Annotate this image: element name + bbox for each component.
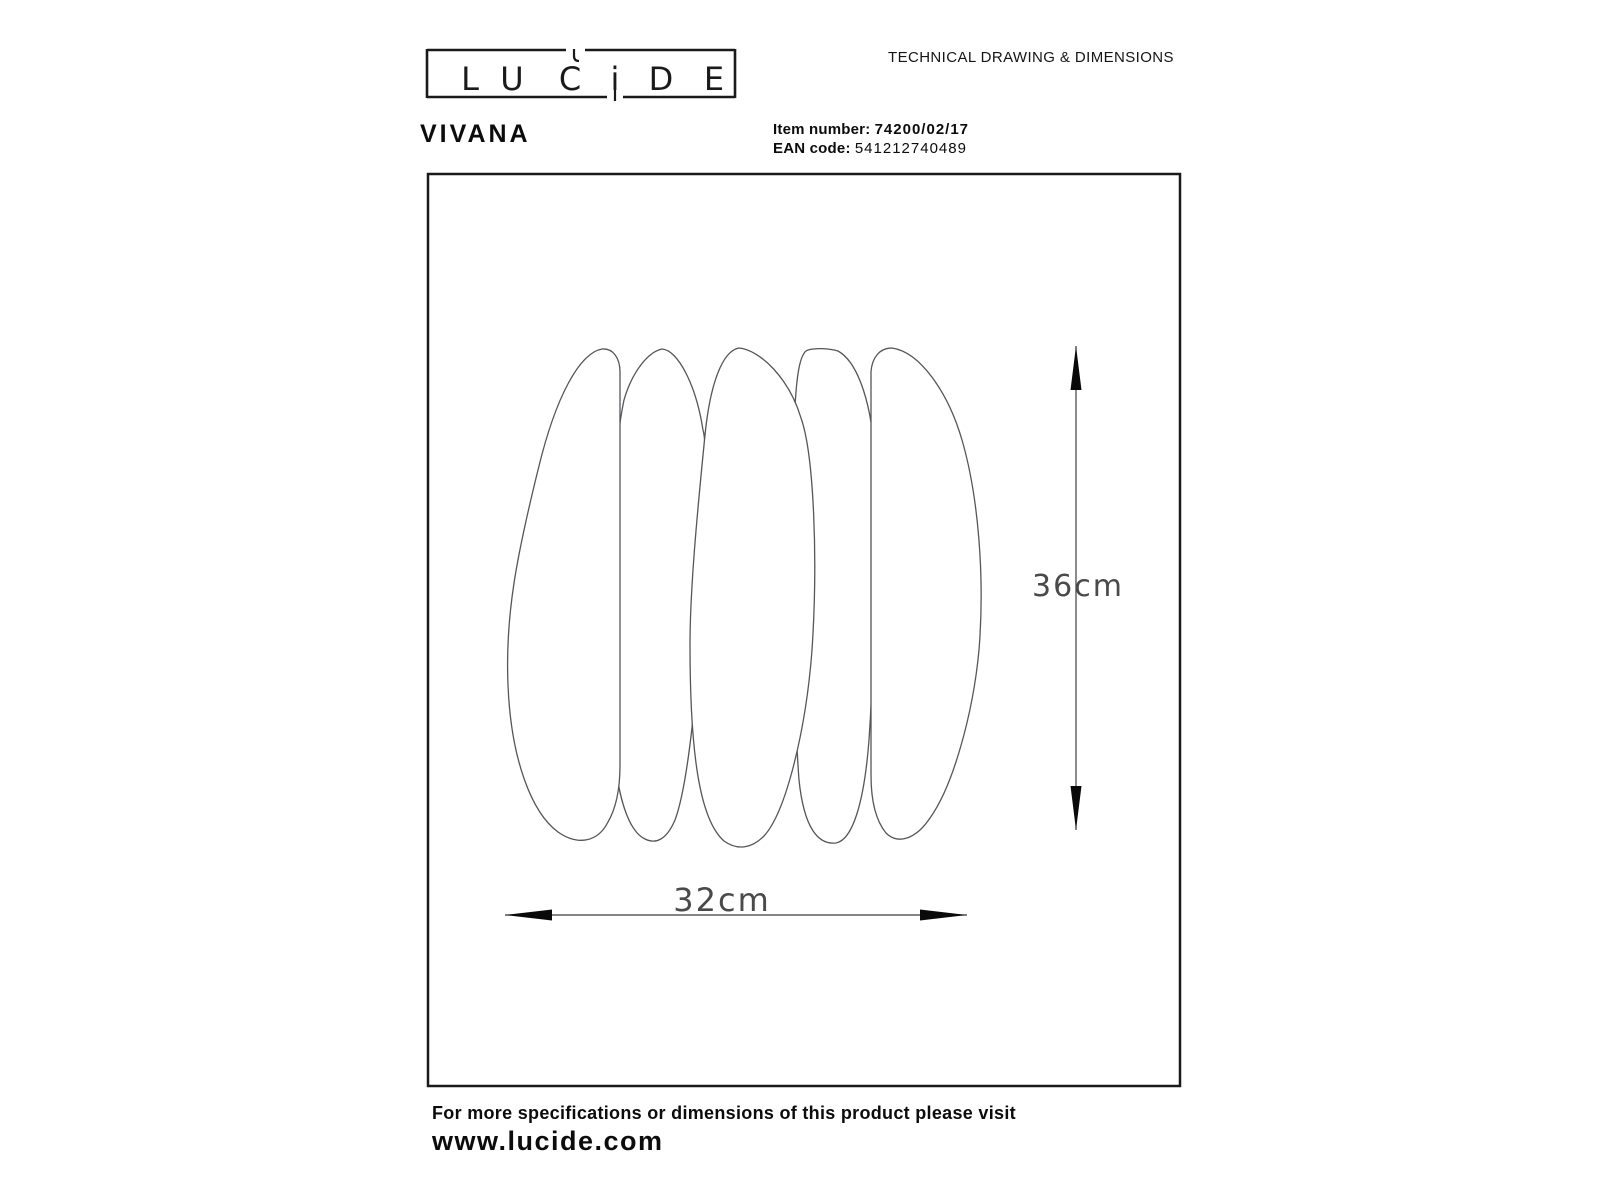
logo-letter-e: E [703, 60, 725, 98]
item-number-label: Item number: [773, 121, 871, 138]
document-type-title: TECHNICAL DRAWING & DIMENSIONS [888, 49, 1174, 66]
footer-website-link[interactable]: www.lucide.com [432, 1126, 664, 1156]
ean-code-label: EAN code: [773, 140, 851, 157]
lucide-logo [415, 40, 755, 110]
product-name: VIVANA [420, 120, 531, 148]
technical-drawing [400, 160, 1200, 1120]
height-dimension-label: 36cm [1032, 569, 1124, 604]
footer-note: For more specifications or dimensions of this product please visit [432, 1103, 1016, 1123]
logo-letter-i: i [610, 60, 620, 98]
item-number-value: 74200/02/17 [874, 121, 970, 138]
logo-letter-c: C [558, 60, 582, 98]
logo-letter-u: U [500, 60, 524, 98]
product-codes [773, 120, 969, 158]
logo-letter-d: D [648, 60, 674, 98]
item-number-row [773, 120, 969, 139]
ean-code-row [773, 139, 969, 158]
width-dimension-label: 32cm [673, 881, 771, 919]
ean-code-value: 541212740489 [854, 140, 967, 157]
logo-letter-l: L [461, 60, 479, 98]
